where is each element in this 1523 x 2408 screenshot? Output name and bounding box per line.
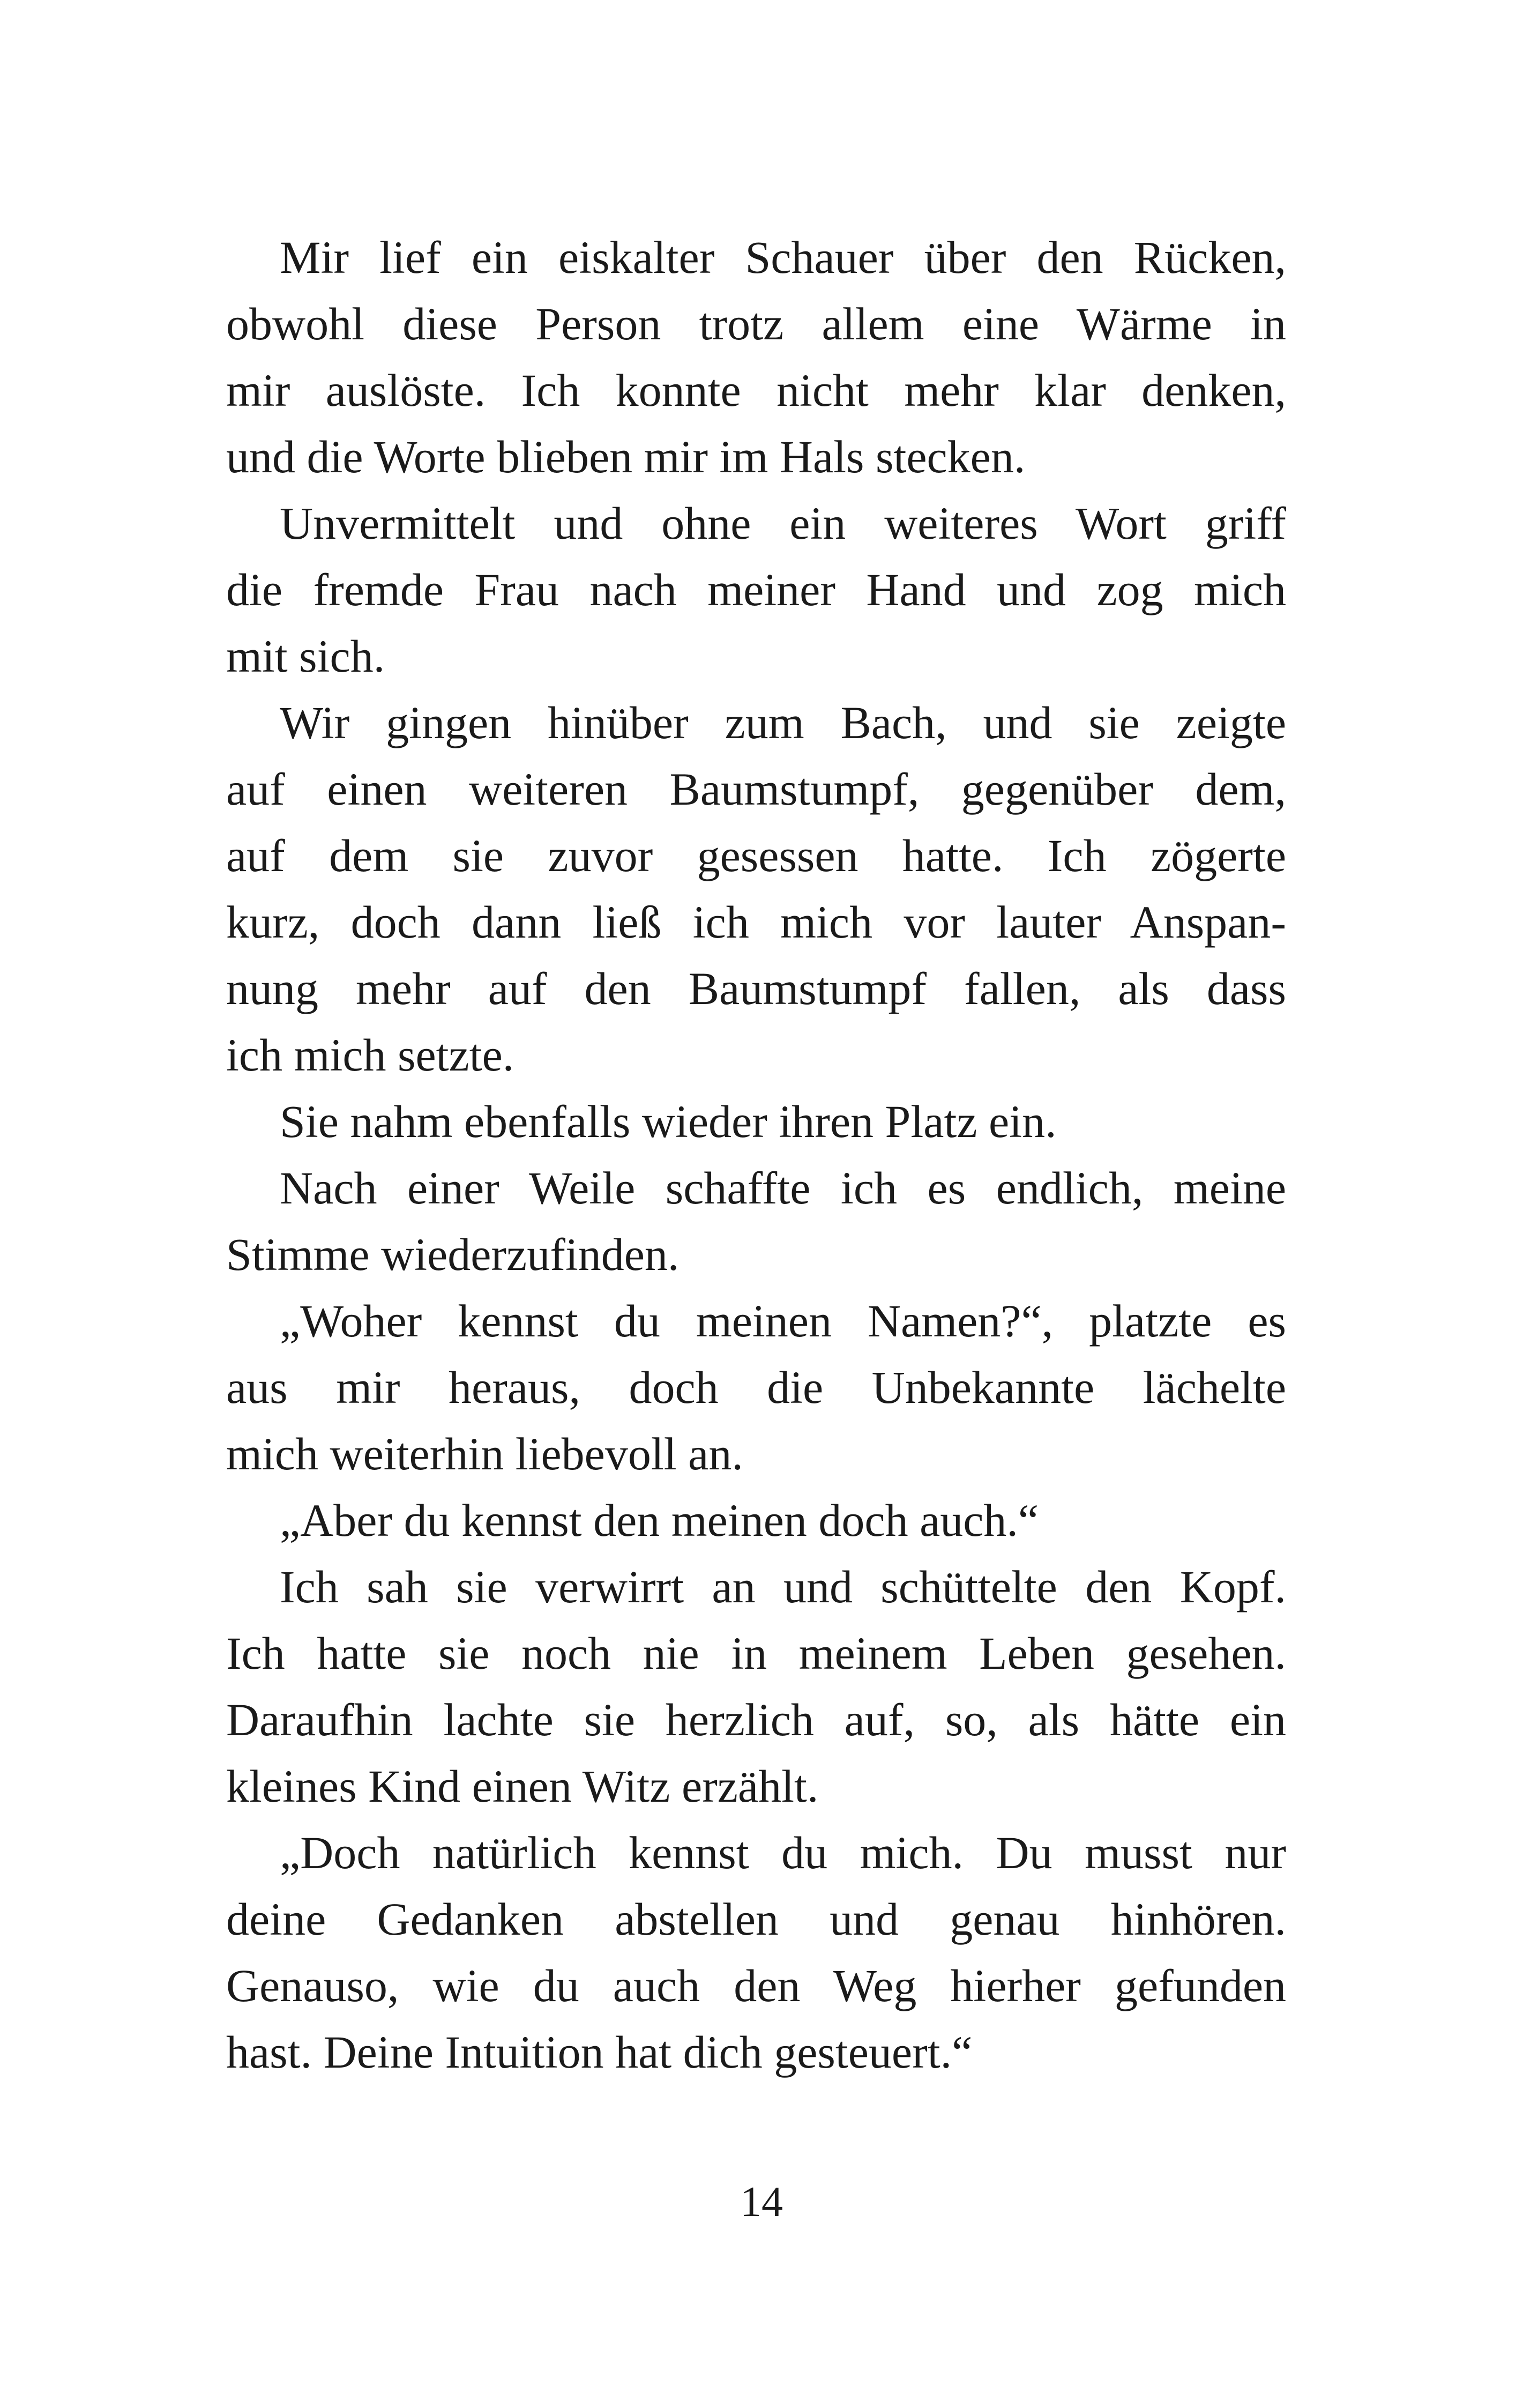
paragraph: [226, 1088, 1286, 1155]
text-line: Genauso, wie du auch den Weg hierher gefunden: [226, 1960, 1286, 2011]
paragraph: [226, 224, 1286, 490]
text-line: „Aber du kennst den meinen doch auch.“: [280, 1495, 1039, 1546]
text-line: und die Worte blieben mir im Hals stecken.: [226, 431, 1026, 482]
paragraph: [226, 689, 1286, 1088]
text-line: mich weiterhin liebevoll an.: [226, 1428, 743, 1480]
text-line: die fremde Frau nach meiner Hand und zog mich: [226, 564, 1286, 615]
text-line: aus mir heraus, doch die Unbekannte lächelte: [226, 1362, 1286, 1413]
text-line: Wir gingen hinüber zum Bach, und sie zeigte: [280, 697, 1286, 748]
text-line: kleines Kind einen Witz erzählt.: [226, 1760, 819, 1812]
text-line: Daraufhin lachte sie herzlich auf, so, als hätte ein: [226, 1694, 1286, 1745]
text-line: ich mich setzte.: [226, 1029, 514, 1081]
paragraph: [226, 1819, 1286, 2085]
text-line: Nach einer Weile schaffte ich es endlich, meine: [280, 1162, 1286, 1214]
paragraph: [226, 1554, 1286, 1819]
text-line: hast. Deine Intuition hat dich gesteuert.“: [226, 2026, 973, 2078]
paragraph: [226, 1288, 1286, 1487]
text-line: mir auslöste. Ich konnte nicht mehr klar denken,: [226, 365, 1286, 416]
text-line: Sie nahm ebenfalls wieder ihren Platz ein.: [280, 1096, 1057, 1147]
text-line: auf dem sie zuvor gesessen hatte. Ich zögerte: [226, 830, 1286, 881]
text-line: Stimme wiederzufinden.: [226, 1229, 680, 1280]
paragraph: [226, 1155, 1286, 1288]
text-line: Ich sah sie verwirrt an und schüttelte den Kopf.: [280, 1561, 1286, 1612]
text-line: Mir lief ein eiskalter Schauer über den Rücken,: [280, 232, 1286, 283]
text-line: obwohl diese Person trotz allem eine Wärme in: [226, 298, 1286, 350]
text-line: auf einen weiteren Baumstumpf, gegenüber dem,: [226, 763, 1286, 815]
text-line: Unvermittelt und ohne ein weiteres Wort griff: [280, 497, 1286, 549]
text-line: „Doch natürlich kennst du mich. Du musst nur: [280, 1827, 1286, 1878]
text-line: deine Gedanken abstellen und genau hinhören.: [226, 1893, 1286, 1945]
text-line: „Woher kennst du meinen Namen?“, platzte es: [280, 1295, 1286, 1347]
page-number: 14: [740, 2179, 783, 2226]
paragraph: [226, 1487, 1286, 1554]
text-line: kurz, doch dann ließ ich mich vor lauter Anspan-: [226, 896, 1286, 948]
text-line: mit sich.: [226, 630, 385, 682]
text-line: nung mehr auf den Baumstumpf fallen, als dass: [226, 963, 1286, 1014]
text-line: Ich hatte sie noch nie in meinem Leben gesehen.: [226, 1627, 1286, 1679]
body-text: [226, 224, 1286, 2085]
paragraph: [226, 490, 1286, 689]
